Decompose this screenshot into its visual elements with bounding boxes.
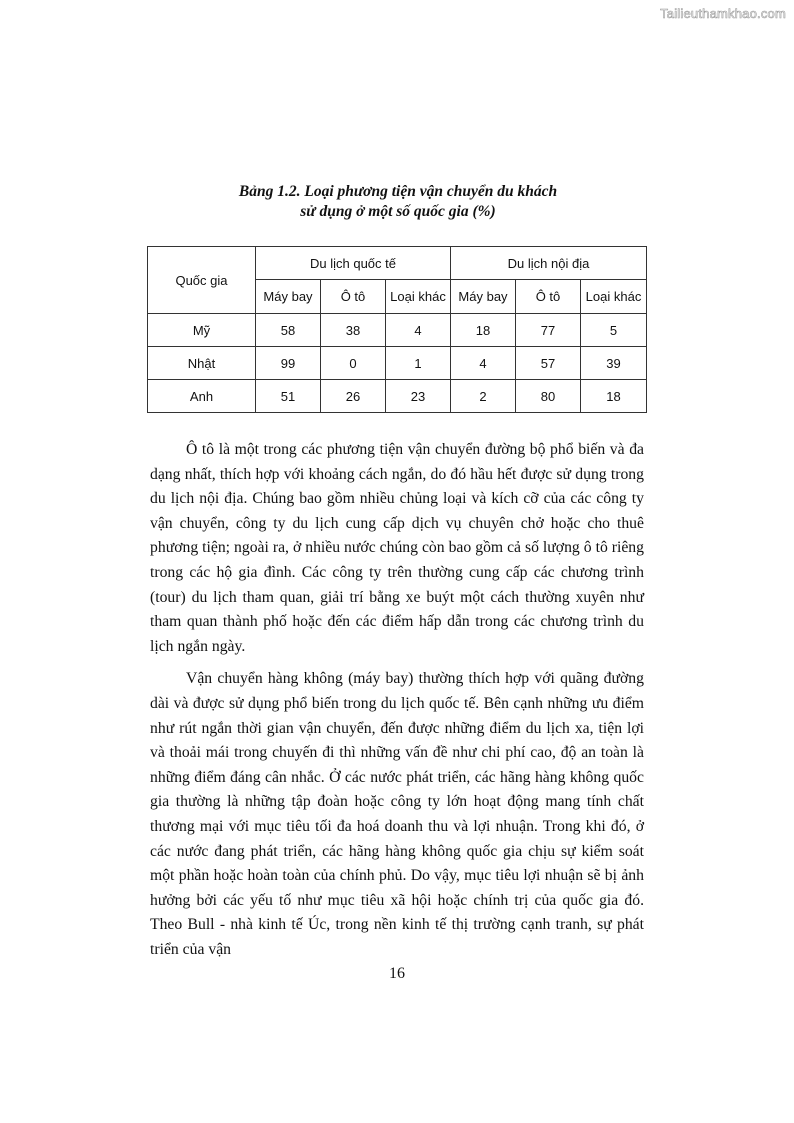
value-cell: 1: [386, 347, 451, 380]
value-cell: 18: [581, 380, 647, 413]
caption-line-2: sử dụng ở một số quốc gia (%): [300, 203, 496, 220]
value-cell: 26: [321, 380, 386, 413]
subheader-cell: Loại khác: [386, 280, 451, 314]
country-cell: Anh: [148, 380, 256, 413]
table-row: [148, 380, 647, 413]
table-row: [148, 347, 647, 380]
country-cell: Mỹ: [148, 314, 256, 347]
body-text: [150, 438, 644, 970]
paragraph: Vận chuyển hàng không (máy bay) thường thích hợp với quãng đường dài và được sử dụng phổ biến trong du lịch quốc tế. Bên cạnh những ưu điểm như rút ngắn thời gian vận chuyển, đến được những điểm du lịch xa, tiện lợi và thoải mái trong chuyến đi thì những vấn đề như chi phí cao, độ an toàn là những điểm đáng cân nhắc. Ở các nước phát triển, các hãng hàng không quốc gia thường là những tập đoàn hoặc công ty lớn hoạt động mang tính chất thương mại với mục tiêu tối đa hoá doanh thu và lợi nhuận. Trong khi đó, ở các nước đang phát triển, các hãng hàng không quốc gia chịu sự kiểm soát một phần hoặc hoàn toàn của chính phủ. Do vậy, mục tiêu lợi nhuận sẽ bị ảnh hưởng bởi các yếu tố như mục tiêu xã hội hoặc chính trị của quốc gia đó. Theo Bull - nhà kinh tế Úc, trong nền kinh tế thị trường cạnh tranh, sự phát triển của vận: [150, 670, 644, 958]
transport-table: [147, 246, 647, 413]
subheader-cell: Ô tô: [321, 280, 386, 314]
value-cell: 18: [451, 314, 516, 347]
paragraph: Ô tô là một trong các phương tiện vận chuyển đường bộ phổ biến và đa dạng nhất, thích hợp với khoảng cách ngắn, do đó hầu hết được sử dụng trong du lịch nội địa. Chúng bao gồm nhiều chủng loại và kích cỡ của các công ty vận chuyển, công ty du lịch cung cấp dịch vụ chuyên chở hoặc cho thuê phương tiện; ngoài ra, ở nhiều nước chúng còn bao gồm cả số lượng ô tô riêng trong các hộ gia đình. Các công ty trên thường cung cấp các chương trình (tour) du lịch tham quan, giải trí bằng xe buýt một cách thường xuyên như tham quan thành phố hoặc đến các điểm hấp dẫn trong các chương trình du lịch ngắn ngày.: [150, 441, 644, 655]
value-cell: 80: [516, 380, 581, 413]
value-cell: 77: [516, 314, 581, 347]
table-caption: [150, 182, 646, 222]
subheader-cell: Ô tô: [516, 280, 581, 314]
page-number: 16: [389, 965, 405, 982]
subheader-cell: Máy bay: [256, 280, 321, 314]
header-international: Du lịch quốc tế: [256, 247, 451, 280]
value-cell: 51: [256, 380, 321, 413]
header-country: Quốc gia: [148, 247, 256, 314]
country-cell: Nhật: [148, 347, 256, 380]
value-cell: 99: [256, 347, 321, 380]
table-row: [148, 314, 647, 347]
value-cell: 5: [581, 314, 647, 347]
value-cell: 38: [321, 314, 386, 347]
value-cell: 39: [581, 347, 647, 380]
value-cell: 2: [451, 380, 516, 413]
header-domestic: Du lịch nội địa: [451, 247, 647, 280]
value-cell: 4: [451, 347, 516, 380]
value-cell: 58: [256, 314, 321, 347]
subheader-cell: Loại khác: [581, 280, 647, 314]
caption-line-1: Bảng 1.2. Loại phương tiện vận chuyển du khách: [238, 183, 558, 200]
value-cell: 57: [516, 347, 581, 380]
value-cell: 4: [386, 314, 451, 347]
watermark: Tailieuthamkhao.com: [660, 6, 786, 21]
value-cell: 23: [386, 380, 451, 413]
subheader-cell: Máy bay: [451, 280, 516, 314]
value-cell: 0: [321, 347, 386, 380]
